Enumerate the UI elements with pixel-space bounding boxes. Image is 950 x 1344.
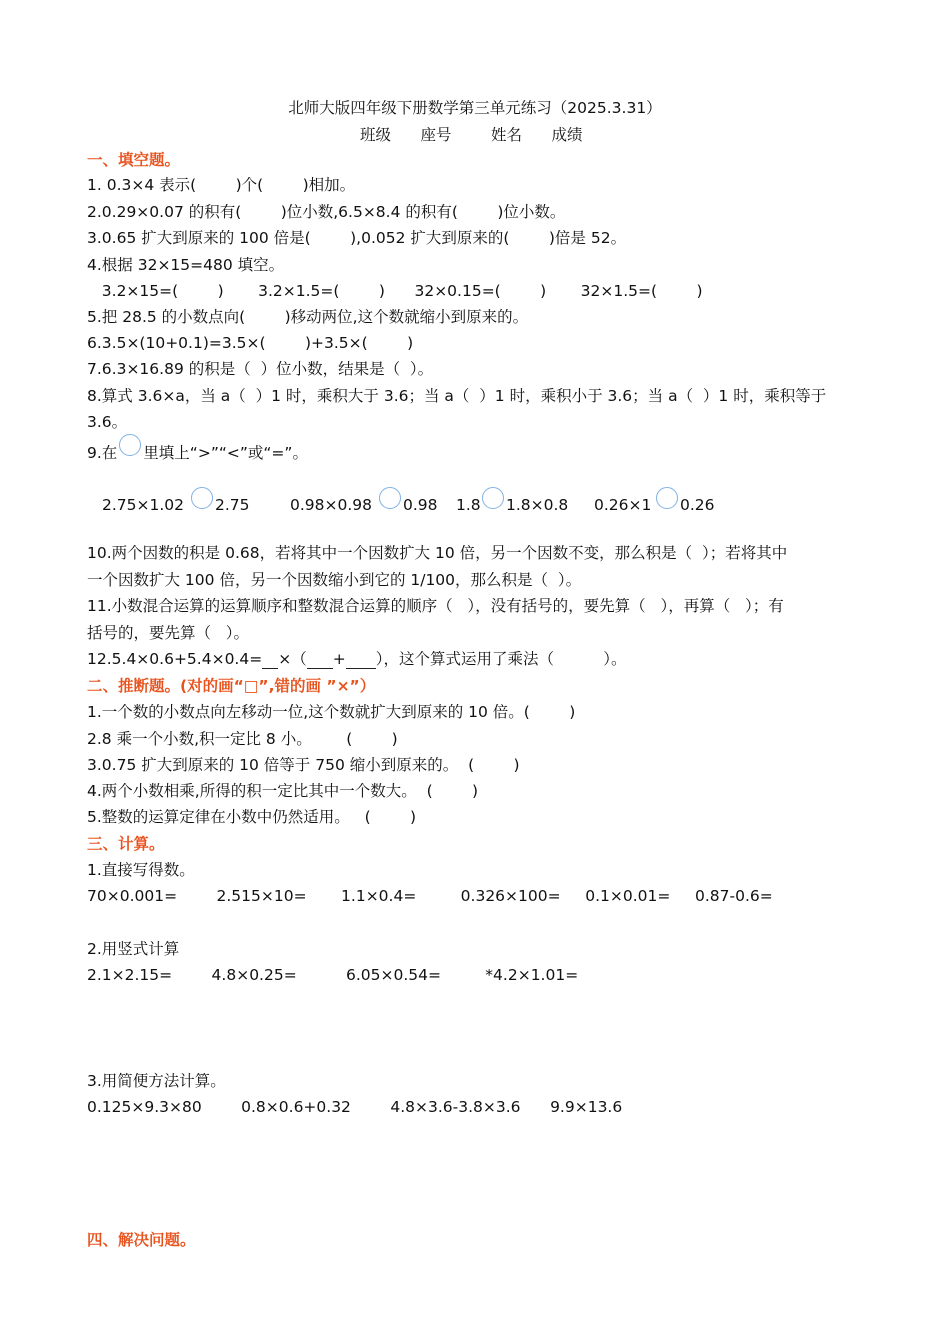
question-1-9: 9.在 里填上“>”“<”或“=”。 [87,444,308,462]
question-1-10-line1: 10.两个因数的积是 0.68，若将其中一个因数扩大 10 倍，另一个因数不变，那么积是（ ）；若将其中 [87,544,788,562]
question-1-7: 7.6.3×16.89 的积是（ ）位小数，结果是（ ）。 [87,360,434,378]
question-1-8-line2: 3.6。 [87,413,128,431]
calc-part-2-title: 2.用竖式计算 [87,940,180,958]
question-1-8-line1: 8.算式 3.6×a，当 a（ ）1 时，乘积大于 3.6；当 a（ ）1 时，乘积小于 3.6；当 a（ ）1 时，乘积等于 [87,387,827,405]
question-2-5: 5.整数的运算定律在小数中仍然适用。 ( ) [87,808,417,826]
calc-part-3-title: 3.用简便方法计算。 [87,1072,226,1090]
question-2-1: 1.一个数的小数点向左移动一位,这个数就扩大到原来的 10 倍。( ) [87,703,576,721]
compare-1-left: 2.75×1.02 [102,496,185,514]
question-1-2: 2.0.29×0.07 的积有( )位小数,6.5×8.4 的积有( )位小数。 [87,203,566,221]
question-1-10-line2: 一个因数扩大 100 倍，另一个因数缩小到它的 1/100，那么积是（ ）。 [87,571,582,589]
calc-part-2-items: 2.1×2.15= 4.8×0.25= 6.05×0.54= *4.2×1.01= [87,966,579,984]
compare-3-right: 1.8×0.8 [506,496,569,514]
page-title: 北师大版四年级下册数学第三单元练习（2025.3.31） [288,99,662,117]
compare-2-left: 0.98×0.98 [290,496,373,514]
question-1-4: 4.根据 32×15=480 填空。 [87,256,285,274]
question-1-11-line2: 括号的，要先算（ ）。 [87,624,250,642]
section-2-heading: 二、推断题。(对的画“□”,错的画 ”×”） [87,677,376,695]
section-3-heading: 三、计算。 [87,835,165,853]
section-4-heading: 四、解决问题。 [87,1231,196,1249]
question-1-6: 6.3.5×(10+0.1)=3.5×( )+3.5×( ) [87,334,414,352]
calc-part-1-items: 70×0.001= 2.515×10= 1.1×0.4= 0.326×100= 0.1×0.01= 0.87-0.6= [87,887,773,905]
answer-circle-2[interactable] [379,487,401,509]
question-1-11-line1: 11.小数混合运算的运算顺序和整数混合运算的顺序（ ），没有括号的，要先算（ ），再算（ ）；有 [87,597,784,615]
question-1-4-items: 3.2×15=( ) 3.2×1.5=( ) 32×0.15=( ) 32×1.5=( ) [87,282,703,300]
compare-4-left: 0.26×1 [594,496,652,514]
compare-1-right: 2.75 [215,496,250,514]
calc-part-3-items: 0.125×9.3×80 0.8×0.6+0.32 4.8×3.6-3.8×3.6 9.9×13.6 [87,1098,623,1116]
student-info-line: 班级 座号 姓名 成绩 [360,126,583,144]
question-1-12: 12.5.4×0.6+5.4×0.4= ×（ + ），这个算式运用了乘法（ ）。 [87,650,627,668]
question-2-4: 4.两个小数相乘,所得的积一定比其中一个数大。 ( ) [87,782,479,800]
question-1-5: 5.把 28.5 的小数点向( )移动两位,这个数就缩小到原来的。 [87,308,529,326]
section-1-heading: 一、填空题。 [87,151,181,169]
answer-blank[interactable] [307,650,333,669]
answer-blank[interactable] [262,650,278,669]
compare-4-right: 0.26 [680,496,715,514]
question-2-3: 3.0.75 扩大到原来的 10 倍等于 750 缩小到原来的。 ( ) [87,756,520,774]
calc-part-1-title: 1.直接写得数。 [87,861,195,879]
answer-circle-example [119,434,141,456]
compare-3-left: 1.8 [456,496,481,514]
compare-2-right: 0.98 [403,496,438,514]
answer-circle-3[interactable] [482,487,504,509]
answer-circle-4[interactable] [656,487,678,509]
answer-circle-1[interactable] [191,487,213,509]
question-1-1: 1. 0.3×4 表示( )个( )相加。 [87,176,356,194]
question-1-3: 3.0.65 扩大到原来的 100 倍是( ),0.052 扩大到原来的( )倍是 52。 [87,229,627,247]
question-2-2: 2.8 乘一个小数,积一定比 8 小。 ( ) [87,730,398,748]
answer-blank[interactable] [346,650,376,669]
